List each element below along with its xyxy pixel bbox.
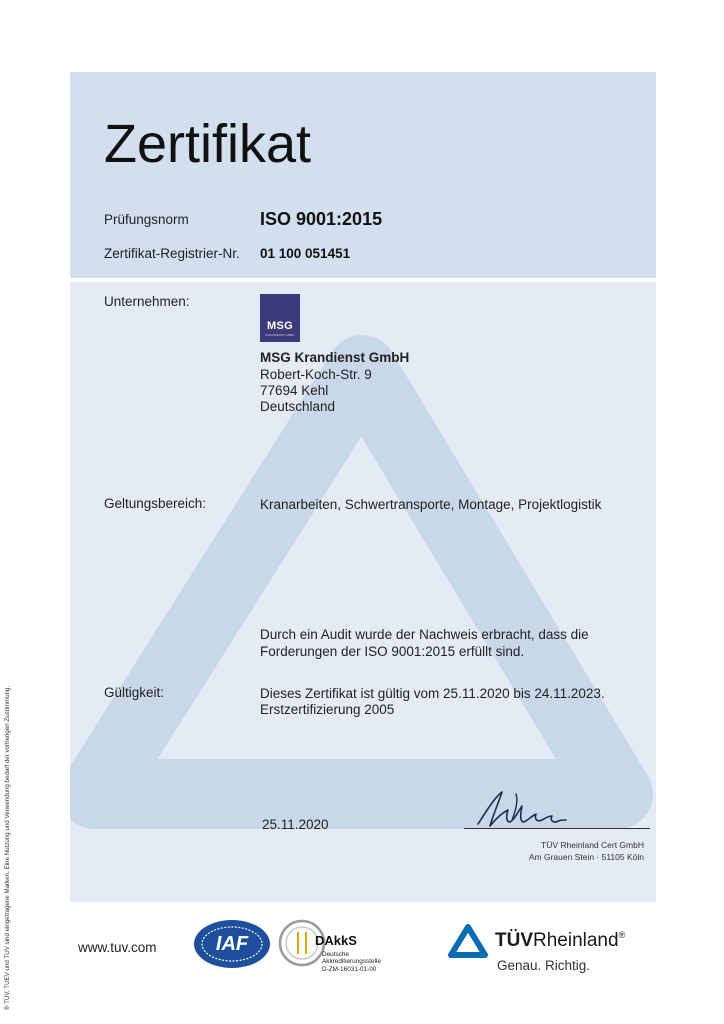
website-link[interactable]: www.tuv.com xyxy=(78,940,157,955)
company-country: Deutschland xyxy=(260,399,336,414)
validity-label: Gültigkeit: xyxy=(104,685,165,700)
tuv-slogan: Genau. Richtig. xyxy=(497,958,591,973)
dakks-title: DAkkS xyxy=(315,933,357,948)
validity-line-1: Dieses Zertifikat ist gültig vom 25.11.2020 bis 24.11.2023. xyxy=(260,686,605,701)
iaf-text: IAF xyxy=(215,933,249,955)
tuv-triangle-logo-icon xyxy=(448,924,488,958)
signature-line xyxy=(464,828,650,829)
issue-date: 25.11.2020 xyxy=(262,817,329,832)
company-logo xyxy=(260,294,300,342)
registration-value: 01 100 051451 xyxy=(260,246,351,261)
tuv-brand xyxy=(495,930,625,952)
norm-label: Prüfungsnorm xyxy=(104,212,189,227)
tuv-brand-bold: TÜV xyxy=(495,930,533,951)
company-logo-subtext: KRANDIENST GMBH xyxy=(265,333,295,337)
company-name: MSG Krandienst GmbH xyxy=(260,350,410,365)
tuv-registered-mark: ® xyxy=(618,930,626,940)
company-street: Robert-Koch-Str. 9 xyxy=(260,367,372,382)
certificate-title: Zertifikat xyxy=(104,114,312,174)
dakks-line-3: D-ZM-16031-01-00 xyxy=(322,966,377,973)
trademark-note: ® TÜV, TUEV und TUV sind eingetragene Marken. Eine Nutzung und Verwendung bedarf der vorherigen Zustimmung. xyxy=(4,685,11,1010)
issuer-name: TÜV Rheinland Cert GmbH xyxy=(541,840,644,850)
norm-value: ISO 9001:2015 xyxy=(260,209,383,229)
validity-line-2: Erstzertifizierung 2005 xyxy=(260,702,395,717)
issuer-address: Am Grauen Stein · 51105 Köln xyxy=(528,852,644,862)
scope-value: Kranarbeiten, Schwertransporte, Montage, Projektlogistik xyxy=(260,497,602,512)
iaf-logo xyxy=(192,918,272,970)
company-city: 77694 Kehl xyxy=(260,383,329,398)
dakks-line-2: Akkreditierungsstelle xyxy=(322,958,381,965)
tuv-brand-rest: Rheinland xyxy=(533,930,619,951)
scope-label: Geltungsbereich: xyxy=(104,496,207,511)
dakks-line-1: Deutsche xyxy=(322,951,349,958)
audit-line-1: Durch ein Audit wurde der Nachweis erbracht, dass die xyxy=(260,627,589,642)
registration-label: Zertifikat-Registrier-Nr. xyxy=(104,246,240,261)
handwritten-signature xyxy=(472,786,568,832)
audit-line-2: Forderungen der ISO 9001:2015 erfüllt sind. xyxy=(260,644,525,659)
company-logo-text: MSG xyxy=(267,320,293,332)
company-label: Unternehmen: xyxy=(104,294,190,309)
